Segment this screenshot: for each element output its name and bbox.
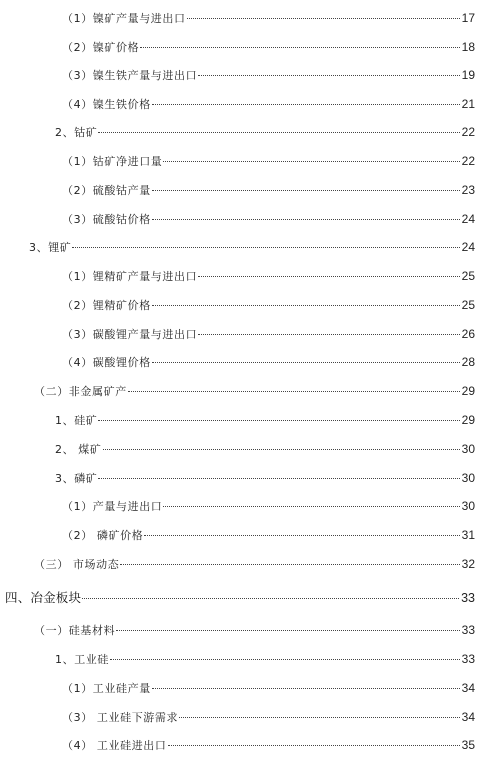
toc-dot-leader	[152, 362, 460, 363]
toc-entry[interactable]	[0, 709, 487, 729]
toc-dot-leader	[120, 564, 459, 565]
toc-entry[interactable]	[0, 622, 487, 642]
toc-dot-leader	[198, 276, 459, 277]
toc-page-number: 24	[461, 212, 475, 226]
toc-entry[interactable]	[0, 737, 487, 757]
toc-page-number: 34	[461, 681, 475, 695]
toc-entry-label: 1、工业硅	[55, 653, 109, 666]
toc-entry[interactable]	[0, 10, 487, 30]
toc-entry-label: 2、钴矿	[55, 126, 98, 139]
toc-entry[interactable]	[0, 527, 487, 547]
toc-page-number: 19	[461, 68, 475, 82]
toc-page-number: 22	[461, 154, 475, 168]
toc-dot-leader	[82, 598, 459, 599]
toc-entry[interactable]	[0, 441, 487, 461]
toc-dot-leader	[187, 18, 460, 19]
toc-entry-label: （2）镍矿价格	[62, 41, 140, 54]
toc-entry[interactable]	[0, 96, 487, 116]
toc-entry-label: （3）镍生铁产量与进出口	[62, 69, 198, 82]
toc-entry[interactable]	[0, 239, 487, 259]
toc-dot-leader	[168, 745, 460, 746]
toc-page-number: 21	[461, 97, 475, 111]
toc-entry[interactable]	[0, 268, 487, 288]
toc-entry[interactable]	[0, 67, 487, 87]
toc-page-number: 28	[461, 355, 475, 369]
toc-page-number: 23	[461, 183, 475, 197]
toc-page-number: 30	[461, 499, 475, 513]
toc-entry[interactable]	[0, 326, 487, 346]
toc-entry-label: （2）硫酸钴产量	[62, 184, 151, 197]
toc-entry-label: 2、 煤矿	[55, 443, 102, 456]
toc-page-number: 30	[461, 442, 475, 456]
toc-dot-leader	[128, 391, 460, 392]
toc-dot-leader	[163, 506, 459, 507]
toc-page-number: 31	[461, 528, 475, 542]
toc-dot-leader	[103, 449, 460, 450]
toc-dot-leader	[116, 630, 459, 631]
toc-entry-label: （1）镍矿产量与进出口	[62, 12, 186, 25]
toc-page-number: 25	[461, 269, 475, 283]
toc-entry-label: （4）镍生铁价格	[62, 98, 151, 111]
toc-entry[interactable]	[0, 383, 487, 403]
toc-entry-label: （4）碳酸锂价格	[62, 356, 151, 369]
toc-dot-leader	[140, 47, 459, 48]
toc-entry-label: 3、磷矿	[55, 472, 98, 485]
toc-dot-leader	[152, 104, 460, 105]
toc-entry[interactable]	[0, 556, 487, 576]
toc-dot-leader	[98, 420, 459, 421]
toc-page-number: 29	[461, 413, 475, 427]
toc-entry-label: （1）钴矿净进口量	[62, 155, 163, 168]
toc-dot-leader	[144, 535, 459, 536]
toc-entry[interactable]	[0, 498, 487, 518]
toc-page-number: 18	[461, 40, 475, 54]
toc-entry-label: （三） 市场动态	[34, 558, 120, 571]
toc-dot-leader	[198, 75, 459, 76]
toc-dot-leader	[152, 305, 460, 306]
toc-entry-label: 1、硅矿	[55, 414, 98, 427]
toc-dot-leader	[98, 132, 459, 133]
toc-dot-leader	[198, 334, 459, 335]
toc-entry-label: （1）产量与进出口	[62, 500, 163, 513]
toc-entry[interactable]	[0, 412, 487, 432]
toc-page-number: 26	[461, 327, 475, 341]
toc-page-number: 33	[461, 652, 475, 666]
toc-page-number: 30	[461, 471, 475, 485]
toc-entry-label: （2） 磷矿价格	[62, 529, 144, 542]
toc-page-number: 33	[461, 591, 475, 605]
toc-entry-label: （1）工业硅产量	[62, 682, 151, 695]
toc-dot-leader	[72, 247, 459, 248]
toc-entry-label: 3、锂矿	[29, 241, 72, 254]
toc-dot-leader	[179, 717, 460, 718]
toc-dot-leader	[163, 161, 459, 162]
toc-entry-label: （3） 工业硅下游需求	[62, 711, 179, 724]
toc-entry[interactable]	[0, 297, 487, 317]
toc-page-number: 25	[461, 298, 475, 312]
toc-entry[interactable]	[0, 39, 487, 59]
toc-entry[interactable]	[0, 211, 487, 231]
toc-entry-label: 四、冶金板块	[5, 590, 82, 605]
toc-page-number: 32	[461, 557, 475, 571]
toc-entry[interactable]	[0, 124, 487, 144]
toc-entry[interactable]	[0, 182, 487, 202]
toc-page-number: 35	[461, 738, 475, 752]
toc-dot-leader	[152, 190, 460, 191]
toc-entry-label: （4） 工业硅进出口	[62, 739, 167, 752]
toc-page-number: 24	[461, 240, 475, 254]
toc-entry[interactable]	[0, 680, 487, 700]
toc-dot-leader	[98, 478, 459, 479]
toc-entry[interactable]	[0, 354, 487, 374]
toc-entry-label: （一）硅基材料	[34, 624, 116, 637]
toc-dot-leader	[110, 659, 460, 660]
toc-entry[interactable]	[0, 153, 487, 173]
toc-page-number: 33	[461, 623, 475, 637]
toc-entry-label: （3）硫酸钴价格	[62, 213, 151, 226]
toc-entry[interactable]	[0, 651, 487, 671]
toc-entry-label: （1）锂精矿产量与进出口	[62, 270, 198, 283]
toc-page-number: 17	[461, 11, 475, 25]
toc-entry-label: （二）非金属矿产	[34, 385, 127, 398]
toc-entry-label: （2）锂精矿价格	[62, 299, 151, 312]
toc-entry-label: （3）碳酸锂产量与进出口	[62, 328, 198, 341]
toc-entry-heading[interactable]	[0, 588, 487, 608]
toc-page-number: 34	[461, 710, 475, 724]
toc-page-number: 22	[461, 125, 475, 139]
toc-dot-leader	[152, 219, 460, 220]
toc-dot-leader	[152, 688, 460, 689]
toc-entry[interactable]	[0, 470, 487, 490]
toc-page-number: 29	[461, 384, 475, 398]
